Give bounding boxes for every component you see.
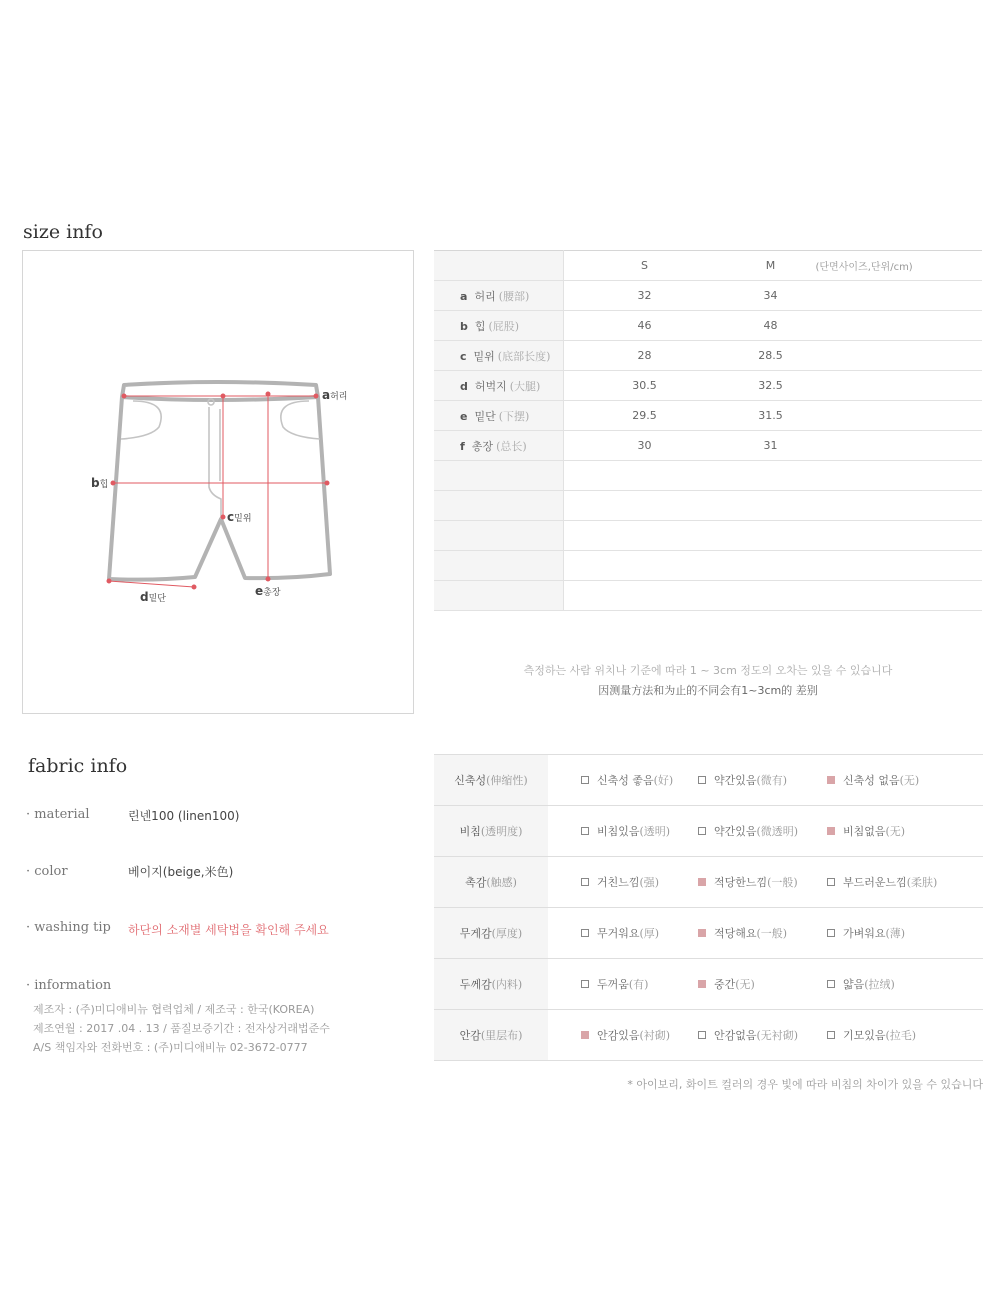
checkbox-checked-icon bbox=[827, 776, 835, 784]
row-letter: b bbox=[460, 319, 468, 333]
label-d-letter: d bbox=[140, 590, 149, 604]
fabric-prop-zh: (里层布) bbox=[480, 1029, 523, 1042]
row-letter: f bbox=[460, 439, 465, 453]
fabric-option: 부드러운느낌 (柔肤) bbox=[827, 874, 937, 890]
checkbox-checked-icon bbox=[698, 929, 706, 937]
fabric-option-selected: 신축성 없음 (无) bbox=[827, 772, 919, 788]
size-cell-m: 28.5 bbox=[726, 341, 816, 371]
checkbox-icon bbox=[827, 980, 835, 988]
size-header-m: M bbox=[726, 251, 816, 281]
checkbox-icon bbox=[698, 827, 706, 835]
label-a bbox=[322, 388, 348, 402]
size-cell-m: 32.5 bbox=[726, 371, 816, 401]
color-label: · color bbox=[26, 864, 68, 879]
fabric-prop-name: 촉감 bbox=[465, 876, 487, 889]
fabric-option: 안감없음 (无衬砌) bbox=[698, 1027, 827, 1043]
fabric-option-selected: 적당한느낌 (一般) bbox=[698, 874, 827, 890]
size-header-s: S bbox=[563, 251, 726, 281]
checkbox-icon bbox=[581, 980, 589, 988]
size-cell-m: 48 bbox=[726, 311, 816, 341]
label-d-text: 밑단 bbox=[148, 594, 166, 604]
fabric-prop-name: 안감 bbox=[459, 1029, 481, 1042]
row-name: 밑위 bbox=[473, 349, 495, 363]
row-zh: (大腿) bbox=[509, 379, 541, 393]
label-b-letter: b bbox=[91, 476, 100, 490]
label-b-text: 힙 bbox=[99, 480, 109, 490]
size-row-c bbox=[434, 341, 982, 371]
size-cell-s: 46 bbox=[563, 311, 726, 341]
size-row-f bbox=[434, 431, 982, 461]
info-line-manufacturer: 제조자 : (주)미디애비뉴 협력업체 / 제조국 : 한국(KOREA) bbox=[33, 1003, 315, 1016]
fabric-option: 거친느낌 (强) bbox=[581, 874, 698, 890]
fabric-row-transparency bbox=[434, 806, 983, 857]
size-cell-s: 30.5 bbox=[563, 371, 726, 401]
material-value: 린넨100 (linen100) bbox=[128, 809, 240, 823]
fabric-option: 무거워요 (厚) bbox=[581, 925, 698, 941]
measure-note-ko: 측정하는 사람 위치나 기준에 따라 1 ~ 3cm 정도의 오차는 있을 수 있습니다 bbox=[523, 664, 893, 677]
fabric-option-selected: 비침없음 (无) bbox=[827, 823, 905, 839]
row-name: 허리 bbox=[474, 289, 496, 303]
fabric-option: 가벼워요 (薄) bbox=[827, 925, 905, 941]
fabric-option-selected: 안감있음 (衬砌) bbox=[581, 1027, 698, 1043]
size-row-empty bbox=[434, 581, 982, 611]
fabric-prop-name: 무게감 bbox=[459, 927, 492, 940]
fabric-option: 신축성 좋음 (好) bbox=[581, 772, 698, 788]
fabric-option-selected: 중간 (无) bbox=[698, 976, 827, 992]
size-row-a bbox=[434, 281, 982, 311]
washing-tip-value: 하단의 소재별 세탁법을 확인해 주세요 bbox=[128, 923, 329, 937]
fabric-row-touch bbox=[434, 857, 983, 908]
row-zh: (屁股) bbox=[488, 319, 520, 333]
checkbox-checked-icon bbox=[698, 878, 706, 886]
size-row-empty bbox=[434, 461, 982, 491]
size-cell-s: 28 bbox=[563, 341, 726, 371]
label-e-text: 총장 bbox=[263, 588, 281, 598]
fabric-option: 두꺼움 (有) bbox=[581, 976, 698, 992]
fabric-prop-name: 비침 bbox=[459, 825, 481, 838]
fabric-prop-name: 두께감 bbox=[459, 978, 492, 991]
size-cell-s: 32 bbox=[563, 281, 726, 311]
size-table bbox=[434, 250, 982, 611]
label-a-letter: a bbox=[322, 388, 331, 402]
fabric-row-thickness bbox=[434, 959, 983, 1010]
fabric-prop-zh: (厚度) bbox=[491, 927, 523, 940]
fabric-prop-zh: (伸缩性) bbox=[486, 774, 528, 787]
row-name: 밑단 bbox=[474, 409, 496, 423]
fabric-option: 기모있음 (拉毛) bbox=[827, 1027, 916, 1043]
fabric-option-selected: 적당해요 (一般) bbox=[698, 925, 827, 941]
row-zh: (底部长度) bbox=[497, 349, 551, 363]
size-unit-note: (단면사이즈,단위/cm) bbox=[816, 251, 983, 281]
size-header-row bbox=[434, 251, 982, 281]
row-name: 허벅지 bbox=[474, 379, 507, 393]
measure-note-zh: 因测量方法和为止的不同会有1~3cm的 差别 bbox=[598, 684, 818, 697]
label-c-letter: c bbox=[227, 510, 235, 524]
row-zh: (下摆) bbox=[498, 409, 530, 423]
fabric-table bbox=[434, 754, 983, 1061]
label-b bbox=[91, 476, 108, 490]
fabric-row-lining bbox=[434, 1010, 983, 1061]
label-a-text: 허리 bbox=[330, 392, 348, 402]
fabric-row-elasticity bbox=[434, 755, 983, 806]
checkbox-icon bbox=[827, 1031, 835, 1039]
size-cell-m: 31.5 bbox=[726, 401, 816, 431]
size-row-empty bbox=[434, 491, 982, 521]
row-name: 총장 bbox=[471, 439, 494, 453]
checkbox-icon bbox=[581, 929, 589, 937]
checkbox-icon bbox=[581, 827, 589, 835]
fabric-option: 약간있음 (微有) bbox=[698, 772, 827, 788]
size-info-title: size info bbox=[23, 221, 103, 243]
size-row-e bbox=[434, 401, 982, 431]
checkbox-icon bbox=[698, 776, 706, 784]
checkbox-icon bbox=[581, 776, 589, 784]
size-row-empty bbox=[434, 521, 982, 551]
checkbox-icon bbox=[827, 929, 835, 937]
size-cell-s: 30 bbox=[563, 431, 726, 461]
fabric-option: 약간있음 (微透明) bbox=[698, 823, 827, 839]
fabric-option: 얇음 (拉绒) bbox=[827, 976, 895, 992]
size-row-b bbox=[434, 311, 982, 341]
information-label: · information bbox=[26, 978, 112, 993]
info-line-as: A/S 책임자와 전화번호 : (주)미디애비뉴 02-3672-0777 bbox=[33, 1041, 308, 1054]
size-cell-m: 31 bbox=[726, 431, 816, 461]
size-row-empty bbox=[434, 551, 982, 581]
size-header-corner bbox=[434, 251, 563, 281]
fabric-option: 비침있음 (透明) bbox=[581, 823, 698, 839]
label-c bbox=[227, 510, 252, 524]
material-label: · material bbox=[26, 807, 90, 822]
label-e bbox=[255, 584, 281, 598]
label-e-letter: e bbox=[255, 584, 264, 598]
fabric-prop-zh: (透明度) bbox=[480, 825, 523, 838]
washing-tip-label: · washing tip bbox=[26, 920, 111, 935]
row-letter: a bbox=[460, 289, 468, 303]
fabric-info-title: fabric info bbox=[28, 755, 128, 777]
color-value: 베이지(beige,米色) bbox=[128, 865, 234, 879]
checkbox-checked-icon bbox=[581, 1031, 589, 1039]
row-name: 힙 bbox=[474, 319, 486, 333]
fabric-prop-name: 신축성 bbox=[454, 774, 487, 787]
row-letter: d bbox=[460, 379, 468, 393]
size-cell-s: 29.5 bbox=[563, 401, 726, 431]
checkbox-icon bbox=[827, 878, 835, 886]
shorts-diagram bbox=[23, 251, 415, 715]
info-line-date: 제조연월 : 2017 .04 . 13 / 품질보증기간 : 전자상거래법준수 bbox=[33, 1022, 330, 1035]
row-zh: (腰部) bbox=[498, 289, 530, 303]
fabric-prop-zh: (内料) bbox=[491, 978, 523, 991]
fabric-row-weight bbox=[434, 908, 983, 959]
size-row-d bbox=[434, 371, 982, 401]
checkbox-checked-icon bbox=[698, 980, 706, 988]
checkbox-checked-icon bbox=[827, 827, 835, 835]
label-d bbox=[140, 590, 166, 604]
size-diagram bbox=[22, 250, 414, 714]
checkbox-icon bbox=[581, 878, 589, 886]
size-cell-m: 34 bbox=[726, 281, 816, 311]
row-zh: (总长) bbox=[496, 439, 527, 453]
label-c-text: 밑위 bbox=[234, 514, 252, 524]
fabric-prop-zh: (触感) bbox=[486, 876, 517, 889]
row-letter: c bbox=[460, 349, 467, 363]
row-letter: e bbox=[460, 409, 468, 423]
fabric-footnote: * 아이보리, 화이트 컬러의 경우 빛에 따라 비침의 차이가 있을 수 있습니다 bbox=[627, 1078, 983, 1091]
checkbox-icon bbox=[698, 1031, 706, 1039]
